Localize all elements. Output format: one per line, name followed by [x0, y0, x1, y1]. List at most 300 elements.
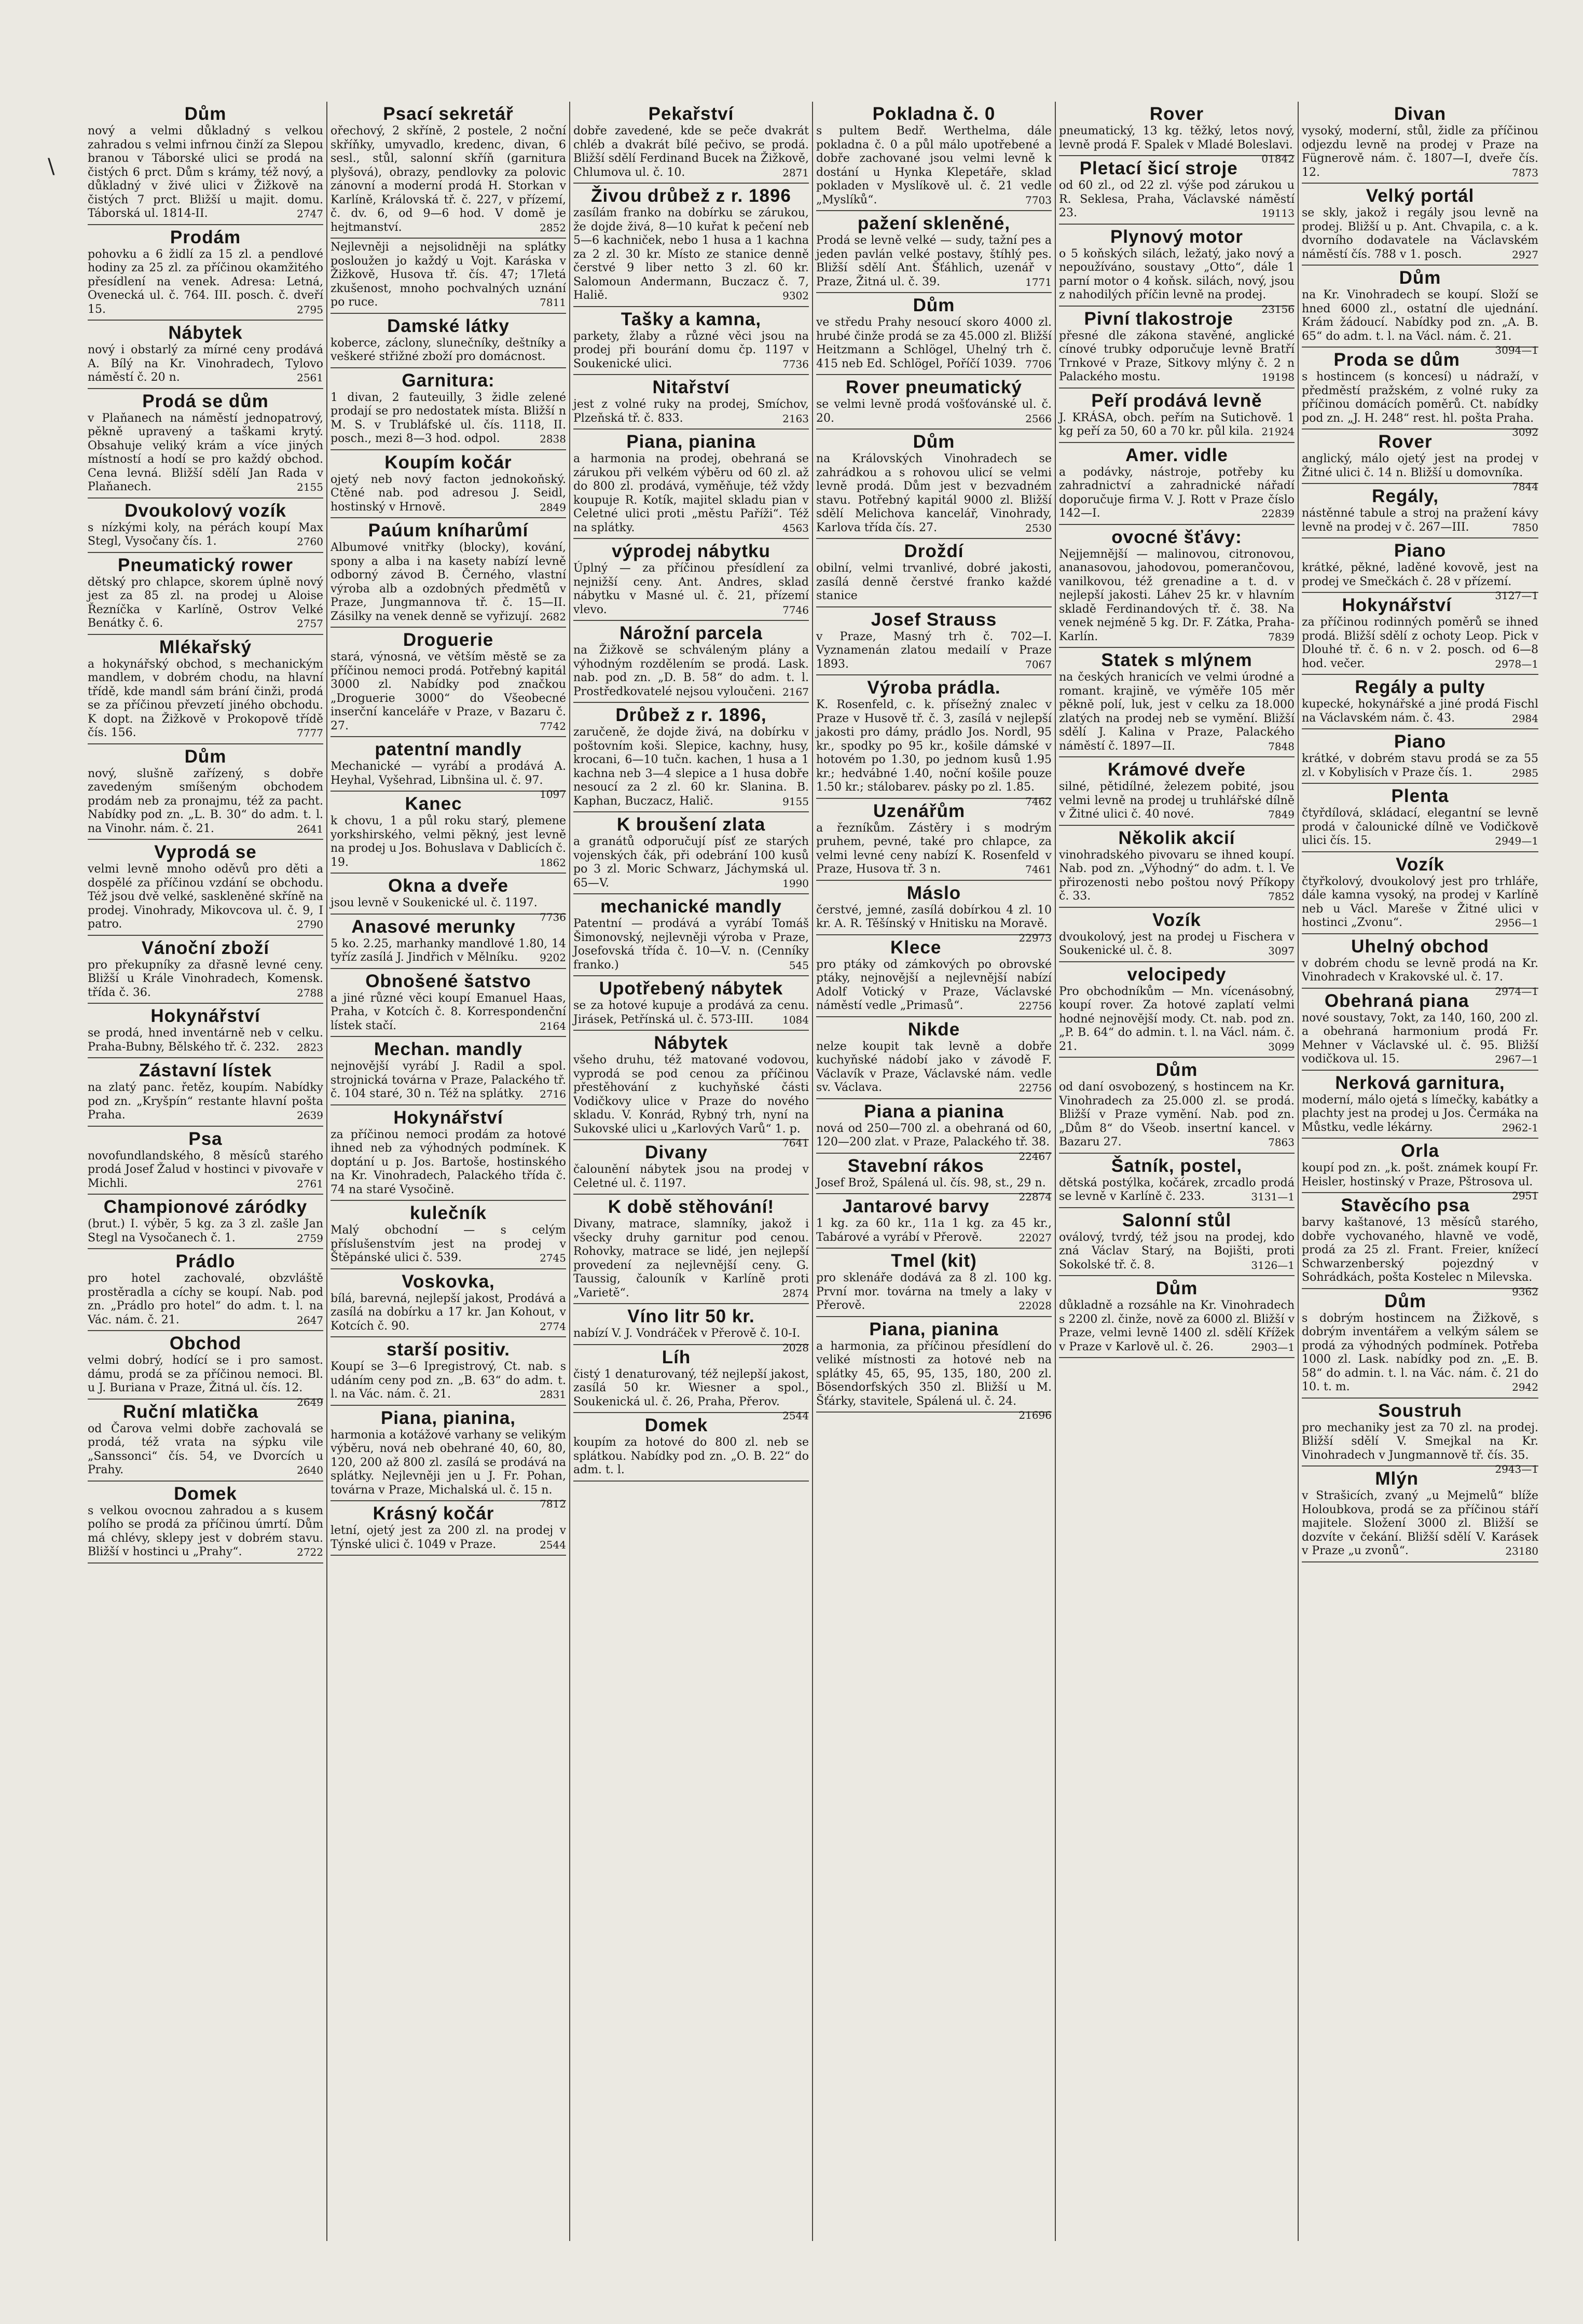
ad-body — [573, 917, 809, 972]
classified-ad — [88, 499, 323, 553]
classified-ad — [573, 307, 809, 376]
ad-number: 2943—1 — [1495, 1463, 1538, 1475]
classified-ad — [1302, 852, 1538, 934]
ad-heading: Výroba prádla. — [867, 677, 1001, 698]
ad-body-text: velmi dobrý, hodící se i pro samost. dámu, prodá se za příčinou nemoci. Bl. u J. Buriana v Praze, Žitná ul. čís. 12. — [88, 1354, 323, 1394]
ad-body — [1302, 1489, 1538, 1558]
ad-number: 2927 — [1512, 248, 1538, 261]
ad-body-text: nové soustavy, 7okt, za 140, 160, 200 zl. a obehraná harmonium prodá Fr. Mehner v Václavské ul. č. 95. Bližší vodičkova ul. 15. — [1302, 1011, 1538, 1066]
classified-ad — [88, 635, 323, 744]
ad-number: 2647 — [297, 1313, 323, 1326]
classified-ad — [1302, 989, 1538, 1071]
ad-number: 7849 — [1268, 808, 1295, 821]
ad-body — [331, 1428, 566, 1510]
ad-body — [1302, 957, 1538, 998]
ad-heading: Vozík — [1396, 854, 1444, 875]
ad-body — [331, 1360, 566, 1402]
ad-number: 2774 — [540, 1320, 566, 1333]
ad-heading: Championové záródky — [103, 1197, 308, 1217]
ad-body — [1302, 1012, 1538, 1067]
ad-body — [331, 992, 566, 1033]
ad-number: 2760 — [297, 535, 323, 548]
ad-number: 7742 — [540, 720, 566, 732]
ad-body — [331, 541, 566, 624]
ad-heading: Velký portál — [1366, 186, 1475, 206]
ad-heading: Živou drůbež z r. 1896 — [591, 186, 791, 206]
classified-ad — [331, 1269, 566, 1338]
ad-number: 2962-1 — [1502, 1121, 1538, 1134]
ad-heading: Prodám — [170, 227, 241, 247]
classified-ad — [816, 799, 1052, 881]
ad-body-text: ořechový, 2 skříně, 2 postele, 2 noční skříňky, umyvadlo, kredenc, divan, 6 sesl., stůl, salonní skříň (garnitura plyšová), obrazy, pendlovky za polovic zánovní a moderní prodá H. Storkan v Karlíně, Královská tř. č. 227, v přízemí, č. dv. 6, od 9—6 hod. V domě je hejtmanství. — [331, 125, 566, 234]
classified-ad — [1302, 348, 1538, 438]
ad-heading: Okna a dveře — [388, 876, 508, 896]
ad-number: 2849 — [540, 501, 566, 514]
ad-heading: Divan — [1394, 104, 1447, 124]
classified-ad — [573, 430, 809, 539]
classified-ad — [573, 102, 809, 184]
ad-body — [1059, 671, 1295, 753]
classified-ad — [88, 936, 323, 1004]
ad-heading: Dům — [184, 746, 227, 767]
ad-number: 7641 — [782, 1137, 809, 1149]
classified-ad — [331, 1406, 566, 1510]
ad-body-text: nabízí V. J. Vondráček v Přerově č. 10-I. — [573, 1327, 801, 1340]
ad-body-text: zaručeně, že dojde živá, na dobírku v poštovním koši. Slepice, kachny, husy, krocani, 6—10 tučn. kachen, 1 husa a 1 kachna neb 3—4 slepice a 1 husa dobře nesoucí za 2 zl. 60 kr. Slanina. B. Kaphan, Buczacz, Halič. — [573, 726, 809, 808]
ad-heading: kulečník — [409, 1203, 487, 1223]
ad-body — [816, 316, 1052, 371]
ad-body — [573, 125, 809, 179]
ad-number: 7850 — [1512, 521, 1538, 534]
ad-heading: Stavební rákos — [847, 1155, 984, 1176]
ad-number: 3097 — [1268, 945, 1295, 957]
classified-ad — [1302, 1399, 1538, 1475]
ad-body-text: 1 divan, 2 fauteuilly, 3 židle zelené prodají se pro nedostatek místa. Bližší n M. S. v Trubláfské ul. čís. 1118, II. posch., mezi 8—3 hod. odpol. — [331, 391, 566, 445]
ad-body-text: stará, výnosná, ve větším městě se za příčinou nemoci prodá. Potřebný kapitál 3000 zl. Nabídky pod značkou „Droguerie 3000“ do Všeobecné inserční kanceláře v Praze, v Bazaru č. 27. — [331, 651, 566, 732]
ad-body — [88, 767, 323, 836]
ad-heading: Drůbež z r. 1896, — [615, 705, 767, 725]
ad-body-text: v Strašicích, zvaný „u Mejmelů“ blíže Holoubkova, prodá se za příčinou stáří majitele. Složení 3000 zl. Bližší se dozvíte v čekání. Bližší sdělí V. Karásek v Praze „u zvonů“. — [1302, 1489, 1538, 1557]
classified-ad — [88, 1004, 323, 1058]
ad-heading: Dům — [913, 295, 955, 315]
ad-body-text: od Čarova velmi dobře zachovalá se prodá, též vrata na sýpku vile „Sanssonci“ čís. 54, ve Dvorcích u Prahy. — [88, 1422, 323, 1476]
ad-body-text: barvy kaštanové, 13 měsíců starého, dobře vychovaného, hlavně ve vodě, prodá za 25 zl. Frant. Freier, knížecí Schwarzenberský pojezdný v Sohrádkách, pošta Kostelec n Milevska. — [1302, 1216, 1538, 1284]
classified-ad — [1302, 593, 1538, 675]
ad-number: 2942 — [1512, 1381, 1538, 1393]
ad-body-text: Nejlevněji a nejsolidněji na splátky posloužen jo každý u Vojt. Karáska v Žižkově, Husova tř. čís. 47; 17letá zkušenost, mnoho pochvalných uznání po ruce. — [331, 241, 566, 309]
ad-body-text: ve středu Prahy nesoucí skoro 4000 zl. hrubé činže prodá se za 45.000 zl. Bližší Heitzmann a Schlögel, Uhelný trh č. 415 neb Ed. Schlögel, Poříčí 1039. — [816, 316, 1052, 370]
ad-number: 2974—1 — [1495, 985, 1538, 998]
classified-ad — [88, 1400, 323, 1482]
ad-heading: Piano — [1394, 731, 1447, 752]
classified-ad — [1059, 1276, 1295, 1358]
ad-heading: Salonní stůl — [1122, 1210, 1232, 1230]
ad-body-text: pro ptáky od zámkových po obrovské ptáky, nejnovější a nejlevnější nabízí Adolf Votický v Praze, Václavské náměstí vedle „Primasů“. — [816, 958, 1052, 1012]
ad-heading: Obnošené šatstvo — [365, 971, 531, 991]
ad-heading: Paúum kníharůmí — [368, 520, 529, 541]
ad-body-text: s dobrým hostincem na Žižkově, s dobrým inventářem a velkým sálem se prodá za výhodných podmínek. Potřeba 1000 zl. Lask. nabídky pod zn. „E. B. 58“ do admin. t. l. na Vác. nám. č. 21 do 10. t. m. — [1302, 1311, 1538, 1393]
ad-heading: Regály, — [1372, 486, 1439, 506]
ad-heading: Damské látky — [387, 315, 510, 336]
ad-body-text: na zlatý panc. řetěz, koupím. Nabídky pod zn. „Kryšpín“ restante hlavní pošta Praha. — [88, 1081, 323, 1122]
ad-number: 2874 — [782, 1286, 809, 1299]
ad-heading: Víno litr 50 kr. — [627, 1306, 755, 1326]
ad-body-text: krátké, pěkné, laděné kovově, jest na prodej ve Smečkách č. 28 v přízemí. — [1302, 561, 1538, 588]
ad-heading: Obehraná piana — [1324, 990, 1469, 1011]
classified-ad — [573, 812, 809, 894]
ad-body-text: a podávky, nástroje, potřeby ku zahradnictví a zahradnické nářadí doporučuje firma V. J. Rott v Praze číslo 142—I. — [1059, 465, 1295, 520]
ad-body — [1059, 1081, 1295, 1150]
ad-body-text: všeho druhu, též matované vodovou, vyprodá se pod cenou za příčinou přestěhování z kuchyňské části Vodičkovy ulice v Praze do nového skladu. V. Konrád, Rybný trh, nyní na Sukovské ulici u „Karlových Varů“ 1. p. — [573, 1054, 809, 1136]
ad-body — [1059, 985, 1295, 1054]
ad-body-text: s nízkými koly, na pérách koupí Max Stegl, Vysočany čís. 1. — [88, 521, 323, 548]
ad-number: 3092 — [1512, 426, 1538, 438]
ad-body — [816, 1271, 1052, 1313]
ad-body — [1059, 1299, 1295, 1354]
classified-ad — [573, 894, 809, 976]
ad-number: 22756 — [1018, 1082, 1052, 1094]
ad-heading: Upotřebený nábytek — [599, 978, 783, 999]
ad-body — [331, 651, 566, 733]
ad-number: 2747 — [297, 208, 323, 220]
classified-ad — [816, 1017, 1052, 1099]
ad-body-text: pro hotel zachovalé, obzvláště prostěradla a cíchy se koupí. Nab. pod zn. „Prádlo pro hotel“ do adm. t. l. na Vác. nám. č. 21. — [88, 1272, 323, 1326]
ad-body-text: novofundlandského, 8 měsíců starého prodá Josef Žalud v hostinci v pivovaře v Michli. — [88, 1149, 323, 1190]
ad-body — [1059, 247, 1295, 315]
classified-ad — [816, 293, 1052, 375]
classified-ad — [331, 969, 566, 1038]
ad-heading: Piana, pianina — [869, 1319, 999, 1339]
ad-number: 2951 — [1512, 1189, 1538, 1202]
ad-heading: Piana a pianina — [864, 1101, 1004, 1122]
classified-ad — [1059, 389, 1295, 443]
ad-number: 21696 — [1018, 1409, 1052, 1421]
ad-number: 3126—1 — [1251, 1258, 1295, 1271]
ad-body-text: dětská postýlka, kočárek, zrcadlo prodá se levně v Karlíně č. 233. — [1059, 1176, 1295, 1203]
ad-body — [573, 999, 809, 1027]
ad-body-text: pohovku a 6 židlí za 15 zl. a pendlové hodiny za 25 zl. za příčinou okamžitého přesídlení na venek. Adresa: Letná, Ovenecká ul. č. 764. III. posch. č. dveří 15. — [88, 247, 323, 316]
ad-heading: starší positiv. — [386, 1339, 511, 1360]
classified-ad — [331, 368, 566, 450]
classified-ad — [331, 792, 566, 874]
ad-body-text: na Kr. Vinohradech se koupí. Složí se hned 6000 zl., ostatní dle ujednání. Krám žádoucí. Nabídky pod zn. „A. B. 65“ do adm. t. l. na Václ. nám. č. 21. — [1302, 288, 1538, 343]
ad-heading: Regály a pulty — [1355, 677, 1485, 697]
classified-ad — [88, 1331, 323, 1408]
ad-number: 2682 — [540, 610, 566, 623]
ad-heading: Nábytek — [168, 323, 243, 343]
classified-ad — [1302, 1193, 1538, 1298]
ad-body-text: jsou levně v Soukenické ul. č. 1197. — [331, 896, 538, 909]
ad-body-text: čistý 1 denaturovaný, též nejlepší jakost, zasílá 50 kr. Wiesner a spol., Soukenická ul. č. 26, Praha, Přerov. — [573, 1367, 809, 1408]
ad-body-text: čtyřdílová, skládací, elegantní se levně prodá v čalounické dílně ve Vodičkově ulici čís. 15. — [1302, 807, 1538, 847]
ad-body-text: nástěnné tabule a stroj na pražení kávy levně na prodej v č. 267—III. — [1302, 507, 1538, 534]
ad-heading: ovocné šťávy: — [1111, 527, 1242, 547]
ad-heading: Piana, pianina, — [380, 1407, 516, 1428]
classified-ad — [88, 389, 323, 499]
ad-number: 7863 — [1268, 1136, 1295, 1149]
ad-body — [331, 241, 566, 310]
classified-ad — [1059, 443, 1295, 525]
ad-body — [1302, 616, 1538, 671]
ad-body — [816, 1040, 1052, 1095]
ad-heading: mechanické mandly — [600, 896, 782, 917]
ad-body-text: a granátů odporučují písť ze starých vojenských čák, při odebrání 100 kusů po 3 zl. Moric Schwarz, Jáchymská ul. 65—V. — [573, 835, 809, 890]
ad-body — [573, 1436, 809, 1477]
classified-ad — [816, 935, 1052, 1017]
ad-body-text: za příčinou rodinných poměrů se ihned prodá. Bližší sdělí z ochoty Leop. Pick v Dlouhé tř. č. 6 n. v 2. posch. od 6—8 hod. večer. — [1302, 616, 1538, 670]
ad-body — [1059, 1231, 1295, 1272]
ad-body-text: a harmonia na prodej, obehraná se zárukou při velkém výběru od 60 zl. až do 800 zl. prodává, vyměňuje, též vždy koupuje R. Kotík, majitel skladu pian v Celetné ulici proti „městu Paříži“. Též na splátky. — [573, 452, 809, 534]
ad-number: 2852 — [540, 221, 566, 234]
ad-heading: Nárožní parcela — [620, 623, 763, 643]
ad-body — [816, 698, 1052, 808]
classified-ad — [573, 621, 809, 703]
ad-body — [331, 473, 566, 515]
classified-ad — [1059, 1154, 1295, 1208]
classified-ad — [816, 211, 1052, 293]
ad-body — [88, 1027, 323, 1054]
ad-body-text: se skly, jakož i regály jsou levně na prodej. Bližší u p. Ant. Chvapila, c. a k. dvorního dodavatele na Václavském náměstí čís. 788 v 1. posch. — [1302, 206, 1538, 261]
classified-ad — [573, 184, 809, 307]
ad-column — [570, 102, 813, 2241]
ad-heading: Vozík — [1152, 909, 1201, 930]
ad-heading: Uzenářům — [873, 800, 966, 821]
ad-body — [88, 1272, 323, 1327]
ad-heading: Droždí — [904, 541, 964, 561]
ad-body — [816, 903, 1052, 944]
ad-body — [88, 576, 323, 631]
classified-ad — [1302, 1289, 1538, 1399]
classified-ad — [1059, 1058, 1295, 1154]
classified-ad — [816, 607, 1052, 676]
ad-heading: pažení skleněné, — [857, 213, 1011, 233]
ad-heading: Uhelný obchod — [1351, 936, 1489, 957]
ad-body-text: Prodá se levně velké — sudy, tažní pes a jeden pavlán velké postavy, štíhlý pes. Bližší sdělí Ant. Šťáhlich, uzenář v Praze, Žitná ul. č. 39. — [816, 234, 1052, 288]
classified-ad — [1059, 307, 1295, 389]
ad-heading: Krámové dveře — [1108, 759, 1246, 780]
ad-body-text: čerstvé, jemné, zasílá dobírkou 4 zl. 10 kr. A. R. Těšínský v Hnitisku na Moravě. — [816, 903, 1052, 930]
ad-number: 2871 — [782, 166, 809, 179]
ad-body-text: Patentní — prodává a vyrábí Tomáš Šimonovský, nejlevněji výroba v Praze, Josefovská třída č. 10—V. n. (Cenníky franko.) — [573, 917, 809, 972]
ad-body-text: na Královských Vinohradech se zahrádkou a s rohovou ulicí se velmi levně prodá. Dům jest v bezvadném stavu. Potřebný kapitál 9000 zl. Bližší sdělí Melichova kancelář, Vinohrady, Karlova třída čís. 27. — [816, 452, 1052, 534]
ad-body — [573, 330, 809, 371]
ad-body-text: K. Rosenfeld, c. k. přísežný znalec v Praze v Husově tř. č. 3, zasílá v nejlepší jakosti pro dámy, prádlo Jos. Nordl, 95 kr., spodky po 95 kr., košile dámské v hotovém po 1.30, po jednom kusů 1.95 kr.; hedvábné 1.40, noční košile pouze 1.50 kr.; stálobarev. pásky po zl. 1.85. — [816, 698, 1052, 794]
ad-body — [331, 125, 566, 234]
ad-heading: Pokladna č. 0 — [872, 104, 996, 124]
ad-number: 7812 — [540, 1498, 566, 1510]
ad-body — [816, 1339, 1052, 1421]
ad-number: 2566 — [1025, 412, 1052, 425]
ad-heading: Prodá se dům — [142, 391, 269, 411]
ad-body — [816, 822, 1052, 877]
ad-heading: Psací sekretář — [383, 104, 514, 124]
ad-heading: Vyprodá se — [154, 842, 257, 862]
ad-number: 22756 — [1018, 1000, 1052, 1012]
ad-body — [88, 1081, 323, 1123]
ad-body-text: koberce, záclony, slunečníky, deštníky a veškeré střižné zboží pro domácnost. — [331, 336, 566, 363]
ad-body — [573, 398, 809, 425]
ad-body-text: nová od 250—700 zl. a obehraná od 60, 120—200 zlat. v Praze, Palackého tř. 38. — [816, 1122, 1052, 1149]
classified-ad — [573, 539, 809, 621]
ad-body-text: nejnovější vyrábí J. Radil a spol. strojnická továrna v Praze, Palackého tř. č. 104 staré, 30 n. Též na splátky. — [331, 1060, 566, 1100]
ad-body — [573, 452, 809, 535]
ad-body-text: Albumové vnitřky (blocky), kování, spony a alba i na kasety nabízí levně odborný závod B. Černého, vlastní výroba alb a ozdobných předmětů v Praze, Jungmannova tř. č. 15—II. Zásilky na venek denně se vyřizují. — [331, 541, 566, 623]
ad-body-text: přesné dle zákona stavěné, anglické cínové trubky odporučuje levně Bratří Trnkové v Praze, Sitkovy mlýny č. 2 n Palackého mostu. — [1059, 329, 1295, 383]
ad-body-text: k chovu, 1 a půl roku starý, plemene yorkshirského, velmi pěkný, jest levně na prodej u Jos. Bohuslava v Dablicích č. 19. — [331, 814, 566, 869]
ad-body — [573, 1163, 809, 1191]
ad-body-text: velmi levně mnoho oděvů pro děti a dospělé za příčinou vzdání se obchodu. Též jsou dvě velké, saskleněné skříně na prodej. Vinohrady, Mikovcova ul. č. 9, I patro. — [88, 863, 323, 931]
ad-body-text: nový i obstarlý za mírné ceny prodává A. Bílý na Kr. Vinohradech, Tylovo náměstí č. 20 n. — [88, 343, 323, 384]
ad-body — [88, 521, 323, 549]
ad-body — [88, 1422, 323, 1477]
ad-number: 7736 — [540, 910, 566, 923]
ad-number: 2163 — [782, 412, 809, 425]
ad-number: 2761 — [297, 1177, 323, 1190]
ad-body-text: vysoký, moderní, stůl, židle za příčinou odjezdu levně na prodej v Praze na Fügnerově nám. č. 1807—I, dveře čís. 12. — [1302, 125, 1538, 179]
classified-ad — [1302, 430, 1538, 493]
ad-number: 2167 — [782, 685, 809, 698]
ad-number: 7873 — [1512, 166, 1538, 179]
ad-body — [816, 630, 1052, 672]
ad-body-text: (brut.) I. výběr, 5 kg. za 3 zl. zašle Jan Stegl na Vysočanech č. 1. — [88, 1218, 323, 1244]
ad-body-text: s velkou ovocnou zahradou a s kusem polího se prodá za příčinou úmrtí. Dům má chlévy, sklepy jest v dobrém stavu. Bližší v hostinci u „Prahy“. — [88, 1504, 323, 1558]
ad-body-text: pneumatický, 13 kg. těžký, letos nový, levně prodá F. Spalek v Mladé Boleslavi. — [1059, 125, 1295, 151]
ad-number: 2978—1 — [1495, 657, 1538, 670]
ad-heading: Rover — [1149, 104, 1204, 124]
classified-ad — [331, 1105, 566, 1201]
ad-body — [816, 1217, 1052, 1244]
ad-heading: Koupím kočár — [384, 452, 512, 473]
ad-number: 2716 — [540, 1088, 566, 1100]
classified-ad — [1302, 484, 1538, 538]
ad-body — [816, 1176, 1052, 1203]
ad-number: 3131—1 — [1251, 1191, 1295, 1203]
ad-heading: Nikde — [907, 1019, 960, 1040]
ad-body — [1059, 548, 1295, 644]
ad-body — [331, 760, 566, 800]
ad-body-text: dětský pro chlapce, skorem úplně nový jest za 85 zl. na prodej u Aloise Řezníčka v Karlíně, Ostrov Velké Benátky č. 6. — [88, 575, 323, 630]
classified-ad — [88, 840, 323, 936]
ad-body — [1302, 1216, 1538, 1298]
classified-ad — [816, 675, 1052, 808]
ad-body-text: dobře zavedené, kde se peče dvakrát chléb a dvakrát bílé pečivo, se prodá. Bližší sdělí Ferdinand Bucek na Žižkově, Chlumova ul. č. 10. — [573, 125, 809, 179]
ad-body — [331, 391, 566, 446]
ad-heading: Dům — [1155, 1278, 1198, 1298]
ad-body-text: v Praze, Masný trh č. 702—I. Vyznamenán zlatou medailí v Praze 1893. — [816, 630, 1052, 671]
ad-heading: výprodej nábytku — [612, 541, 770, 561]
classified-ad — [331, 1037, 566, 1105]
classified-ad — [88, 1195, 323, 1249]
ad-number: 7703 — [1025, 193, 1052, 206]
ad-body — [88, 1150, 323, 1191]
ad-heading: Dvoukolový vozík — [125, 500, 286, 521]
classified-ad — [1059, 757, 1295, 826]
classified-ad — [88, 1058, 323, 1127]
ad-heading: Obchod — [169, 1333, 242, 1353]
ad-body-text: se prodá, hned inventárně neb v celku. Praha-Bubny, Bělského tř. č. 232. — [88, 1027, 323, 1054]
ad-body — [573, 726, 809, 808]
ad-number: 2790 — [297, 918, 323, 931]
classified-ad — [1059, 962, 1295, 1058]
classified-ad — [88, 321, 323, 389]
ad-number: 7736 — [782, 357, 809, 370]
classified-ad — [1302, 675, 1538, 729]
classified-ad — [331, 874, 566, 923]
classified-ad — [1059, 225, 1295, 315]
ad-number: 2649 — [297, 1395, 323, 1408]
ad-body-text: Divany, matrace, slamníky, jakož i všecky druhy garnitur pod cenou. Rohovky, matrace se lidé, jen nejlepší provedení za nejlevnější ceny. G. Taussig, čalouník v Karlíně proti „Varietě“. — [573, 1218, 809, 1299]
ad-number: 2745 — [540, 1252, 566, 1264]
ad-body — [88, 863, 323, 932]
classified-ad — [1302, 102, 1538, 184]
ad-number: 9155 — [782, 795, 809, 808]
ad-heading: Peří prodává levně — [1091, 390, 1262, 411]
ad-body-text: s pultem Bedř. Werthelma, dále pokladna č. 0 a půl málo upotřebené a dobře zachované jsou velmi levně k dostání u Hynka Klepetáře, sklad pokladen v Myslíkově ul. č. 21 vedle „Myslíků“. — [816, 125, 1052, 206]
ad-body-text: od daní osvobozený, s hostincem na Kr. Vinohradech za 25.000 zl. se prodá. Bližší v Praze vymění. Nab. pod zn. „Dům 8“ do Všeob. insertní kancel. v Bazaru 27. — [1059, 1081, 1295, 1149]
classified-ad — [573, 1304, 809, 1354]
ad-number: 1862 — [540, 856, 566, 869]
ad-heading: Domek — [644, 1415, 708, 1435]
ad-body — [331, 937, 566, 965]
ad-body — [331, 1524, 566, 1552]
ad-heading: Psa — [188, 1128, 223, 1149]
classified-ad — [88, 744, 323, 840]
ad-heading: Šatník, postel, — [1111, 1155, 1243, 1176]
ad-body — [1059, 466, 1295, 521]
classified-ad — [816, 1317, 1052, 1421]
classified-ad — [1059, 102, 1295, 165]
ad-heading: Tašky a kamna, — [621, 309, 762, 329]
classified-ad — [88, 102, 323, 225]
classified-ad — [573, 703, 809, 812]
ad-body — [1059, 179, 1295, 220]
ad-body — [816, 234, 1052, 289]
ad-body-text: Mechanické — vyrábí a prodává A. Heyhal, Vyšehrad, Libnšina ul. č. 97. — [331, 760, 566, 787]
ad-number: 1990 — [782, 877, 809, 890]
ad-heading: K době stěhování! — [608, 1197, 775, 1217]
ad-heading: Voskovka, — [402, 1271, 495, 1292]
ad-body-text: J. KRÁSA, obch. peřím na Sutichově. 1 kg peří za 50, 60 a 70 kr. půl kila. — [1059, 411, 1295, 438]
ad-body-text: 5 ko. 2.25, marhanky mandlové 1.80, 14 tyříz zasílá J. Jindřich v Mělníku. — [331, 937, 566, 964]
ad-body-text: a řezníkům. Zástěry i s modrým pruhem, pevné, také pro chlapce, za velmi levné ceny nabízí K. Rosenfeld v Praze, Husova tř. 3 n. — [816, 821, 1052, 876]
ad-number: 9202 — [540, 951, 566, 964]
ad-heading: Pekařství — [648, 104, 734, 124]
ad-heading: Piano — [1394, 541, 1447, 561]
ad-number: 22874 — [1018, 1191, 1052, 1203]
classified-ad — [1302, 784, 1538, 852]
ad-number: 2155 — [297, 481, 323, 493]
ad-heading: Dům — [913, 432, 955, 452]
ad-heading: Dům — [184, 104, 227, 124]
ad-body — [1302, 125, 1538, 179]
ad-body — [88, 658, 323, 740]
ad-heading: Několik akcií — [1118, 827, 1235, 848]
ad-number: 22839 — [1261, 507, 1295, 520]
ad-column — [327, 102, 570, 2241]
ad-heading: Prádlo — [175, 1251, 236, 1271]
classified-ad — [331, 1337, 566, 1406]
ad-body — [1302, 288, 1538, 356]
ad-body-text: a hokynářský obchod, s mechanickým mandlem, v dobrém chodu, na hlavní třídě, kde mandl sám brání činži, prodá se za příčinou převzetí jiného obchodu. K dopt. na Žižkově v Prokopově třídě čís. 156. — [88, 657, 323, 739]
ad-number: 9362 — [1512, 1285, 1538, 1298]
ad-body — [1302, 875, 1538, 930]
ad-body-text: od 60 zl., od 22 zl. výše pod zárukou u R. Seklesa, Praha, Václavské náměstí 23. — [1059, 179, 1295, 219]
ad-body — [573, 206, 809, 303]
ad-number: 2639 — [297, 1109, 323, 1122]
ad-body — [573, 1327, 809, 1354]
classified-ad — [573, 1345, 809, 1422]
ad-heading: Hokynářství — [393, 1107, 503, 1128]
